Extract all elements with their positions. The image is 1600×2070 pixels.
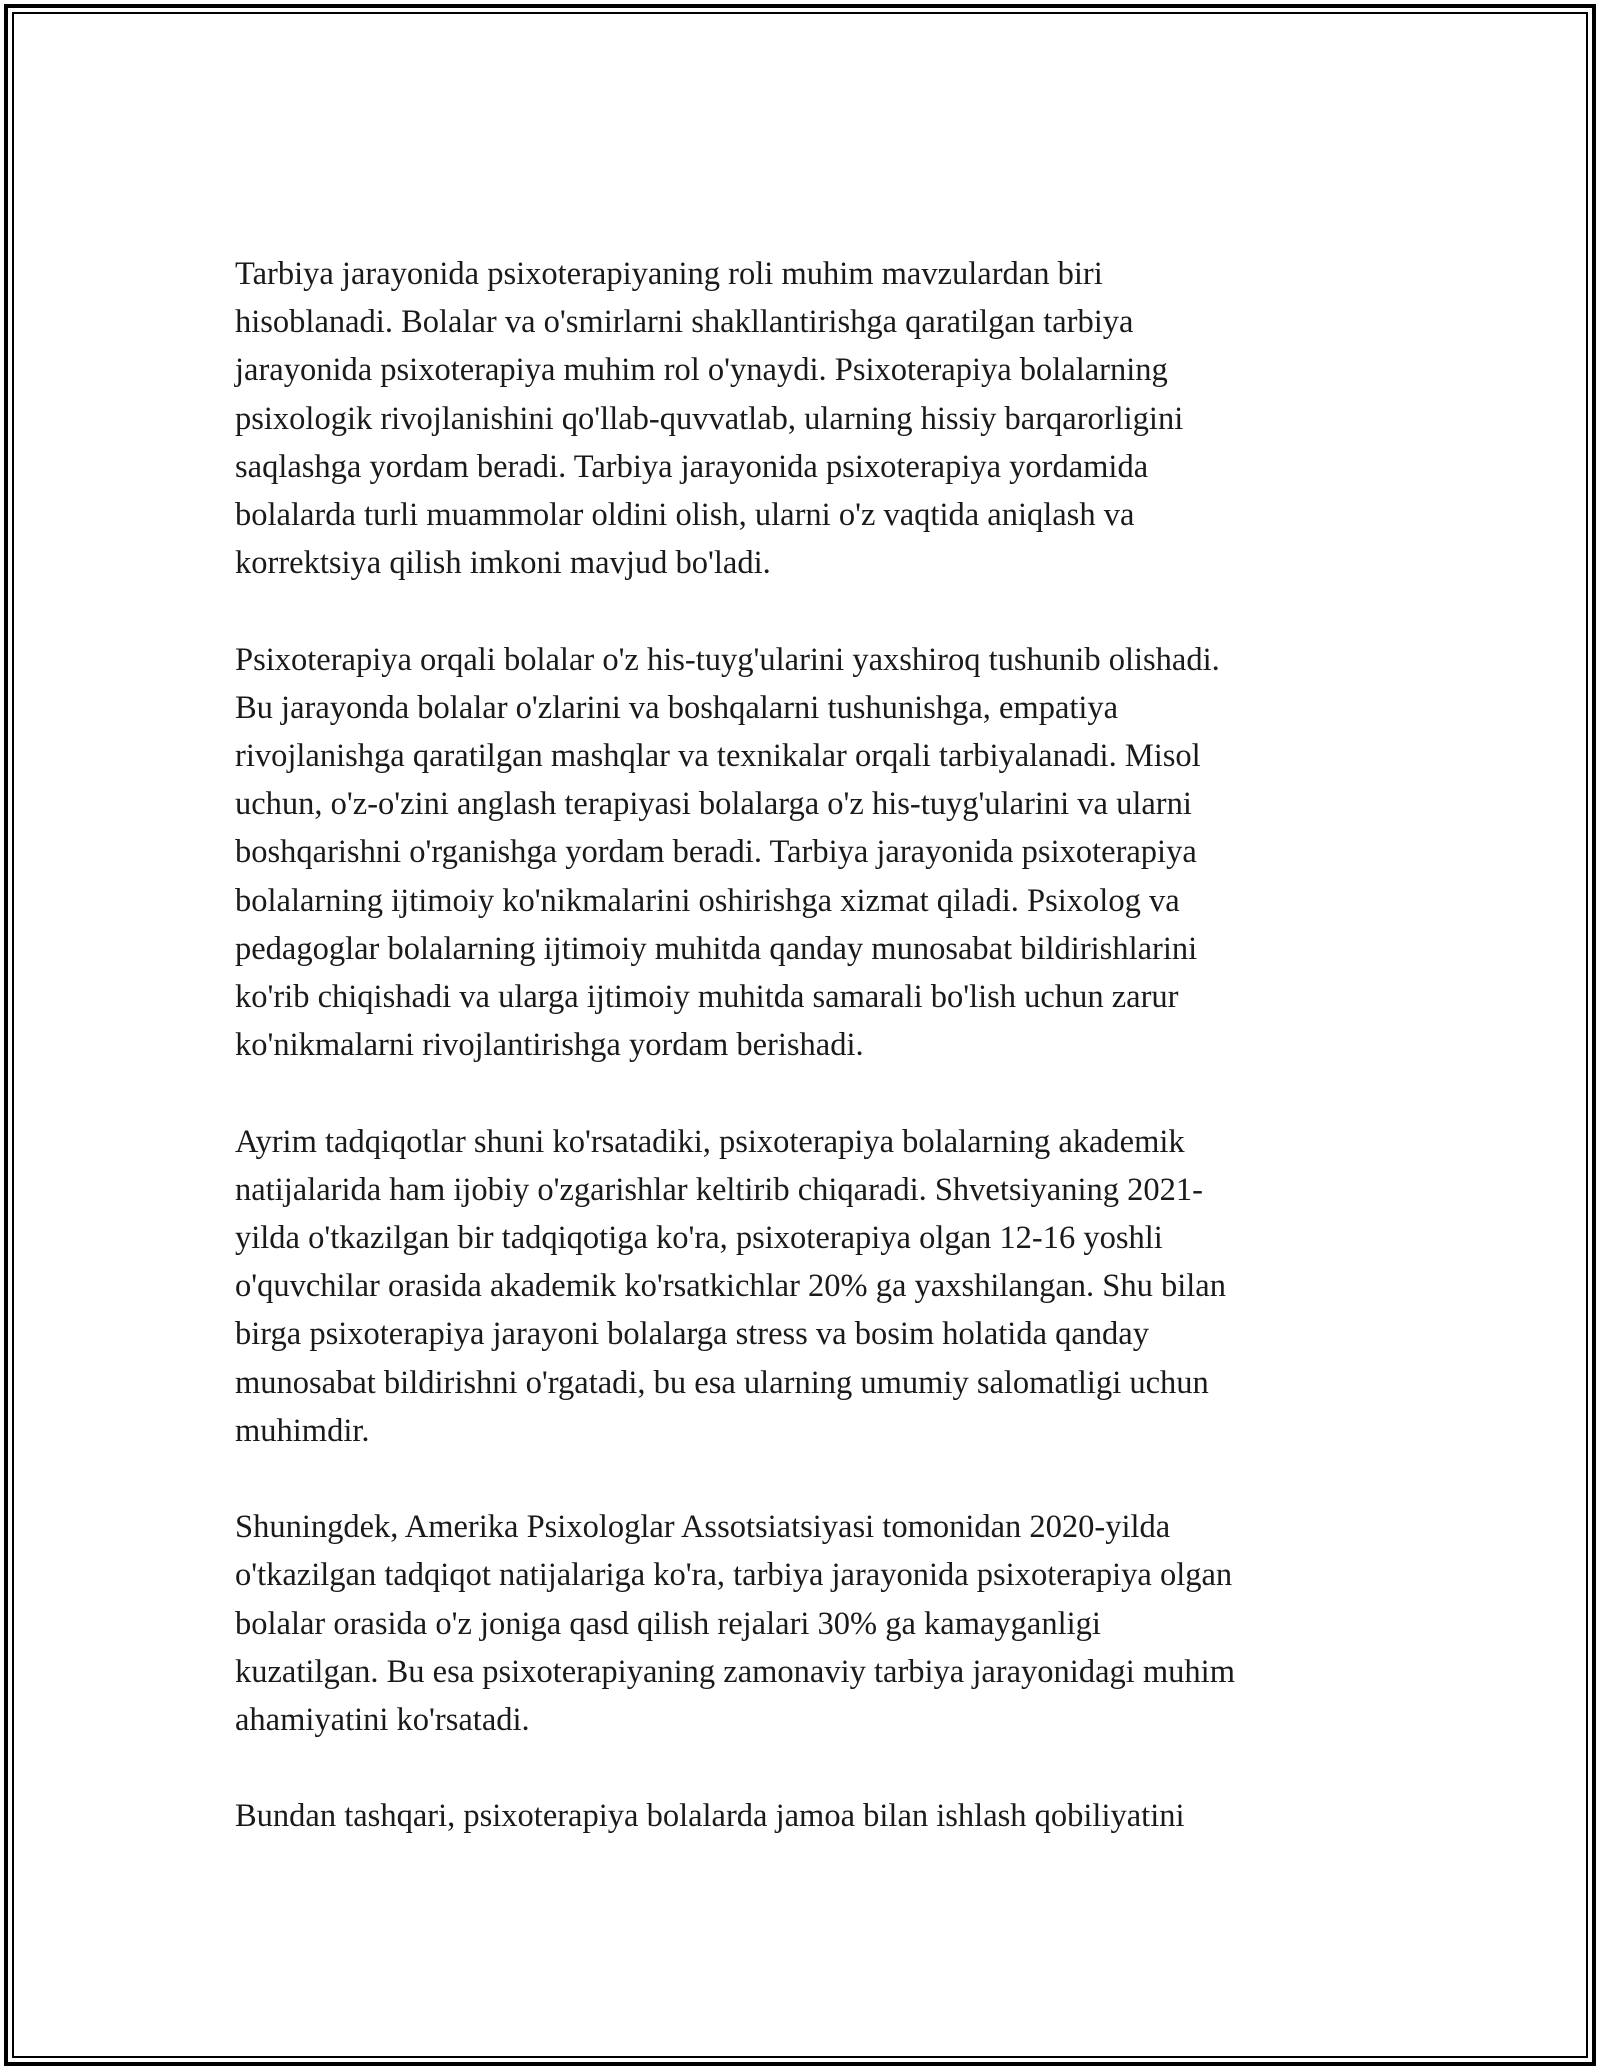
text-line: saqlashga yordam beradi. Tarbiya jarayonida psixoterapiya yordamida: [235, 448, 1149, 485]
text-line: bolalarda turli muammolar oldini olish, ularni o'z vaqtida aniqlash va: [235, 497, 1135, 534]
text-line: natijalarida ham ijobiy o'zgarishlar keltirib chiqaradi. Shvetsiyaning 2021-: [235, 1171, 1203, 1208]
text-line: Bundan tashqari, psixoterapiya bolalarda jamoa bilan ishlash qobiliyatini: [235, 1798, 1185, 1835]
text-line: hisoblanadi. Bolalar va o'smirlarni shakllantirishga qaratilgan tarbiya: [235, 304, 1134, 341]
text-line: ahamiyatini ko'rsatadi.: [235, 1702, 530, 1739]
text-line: o'tkazilgan tadqiqot natijalariga ko'ra, tarbiya jarayonida psixoterapiya olgan: [235, 1557, 1233, 1594]
text-line: munosabat bildirishni o'rgatadi, bu esa ularning umumiy salomatligi uchun: [235, 1364, 1209, 1401]
text-line: korrektsiya qilish imkoni mavjud bo'ladi.: [235, 545, 771, 582]
text-line: Psixoterapiya orqali bolalar o'z his-tuyg'ularini yaxshiroq tushunib olishadi.: [235, 641, 1220, 678]
text-line: Tarbiya jarayonida psixoterapiyaning roli muhim mavzulardan biri: [235, 256, 1103, 292]
text-line: ko'nikmalarni rivojlantirishga yordam berishadi.: [235, 1027, 864, 1064]
paragraph-5: [235, 1792, 1385, 1840]
text-line: bolalar orasida o'z joniga qasd qilish rejalari 30% ga kamayganligi: [235, 1605, 1101, 1642]
paragraph-4: [235, 1503, 1385, 1744]
text-line: o'quvchilar orasida akademik ko'rsatkichlar 20% ga yaxshilangan. Shu bilan: [235, 1268, 1226, 1305]
text-line: rivojlanishga qaratilgan mashqlar va texnikalar orqali tarbiyalanadi. Misol: [235, 738, 1201, 775]
text-line: Shuningdek, Amerika Psixologlar Assotsiatsiyasi tomonidan 2020-yilda: [235, 1509, 1171, 1546]
text-line: psixologik rivojlanishini qo'llab-quvvatlab, ularning hissiy barqarorligini: [235, 400, 1184, 437]
text-line: boshqarishni o'rganishga yordam beradi. Tarbiya jarayonida psixoterapiya: [235, 834, 1197, 871]
text-line: birga psixoterapiya jarayoni bolalarga stress va bosim holatida qanday: [235, 1316, 1149, 1353]
paragraph-3: [235, 1118, 1385, 1455]
text-line: Ayrim tadqiqotlar shuni ko'rsatadiki, psixoterapiya bolalarning akademik: [235, 1123, 1185, 1160]
text-line: uchun, o'z-o'zini anglash terapiyasi bolalarga o'z his-tuyg'ularini va ularni: [235, 786, 1192, 823]
text-line: pedagoglar bolalarning ijtimoiy muhitda qanday munosabat bildirishlarini: [235, 930, 1198, 967]
text-line: muhimdir.: [235, 1412, 370, 1449]
text-line: bolalarning ijtimoiy ko'nikmalarini oshirishga xizmat qiladi. Psixolog va: [235, 882, 1180, 919]
text-line: Bu jarayonda bolalar o'zlarini va boshqalarni tushunishga, empatiya: [235, 689, 1119, 726]
text-line: jarayonida psixoterapiya muhim rol o'ynaydi. Psixoterapiya bolalarning: [235, 352, 1168, 389]
text-line: yilda o'tkazilgan bir tadqiqotiga ko'ra, psixoterapiya olgan 12-16 yoshli: [235, 1220, 1163, 1257]
text-line: ko'rib chiqishadi va ularga ijtimoiy muhitda samarali bo'lish uchun zarur: [235, 979, 1179, 1016]
text-line: kuzatilgan. Bu esa psixoterapiyaning zamonaviy tarbiya jarayonidagi muhim: [235, 1653, 1235, 1690]
document-body: [235, 250, 1385, 1889]
paragraph-1: [235, 250, 1385, 587]
paragraph-2: [235, 636, 1385, 1070]
